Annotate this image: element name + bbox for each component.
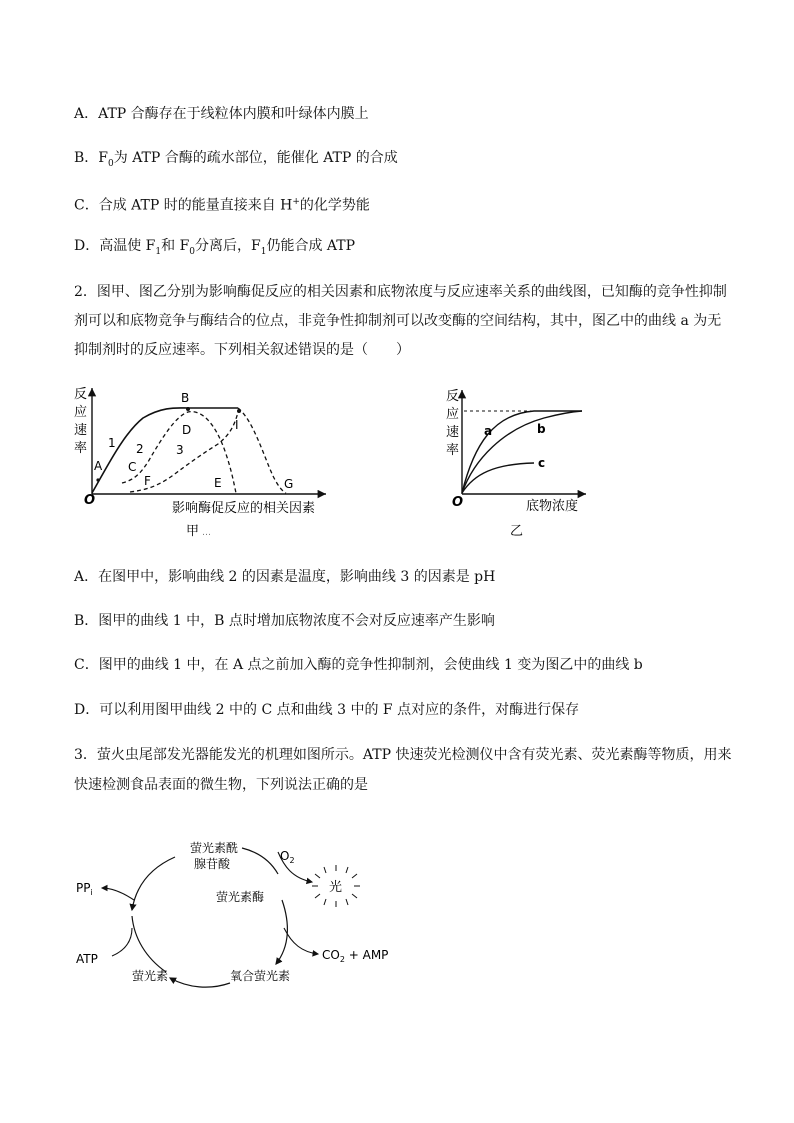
ylabel-char: 率 [446, 443, 460, 458]
ppi-label: $PP_i$ [76, 881, 93, 897]
ylabel-char: 反 [446, 389, 460, 404]
point-label: B [181, 391, 190, 405]
q1-option-b: B．$F_0$为 ATP 合酶的疏水部位，能催化 ATP 的合成 [74, 150, 398, 169]
cycle-arc [242, 848, 278, 874]
x-axis-label: 影响酶促反应的相关因素 [172, 501, 316, 516]
caption-suffix: … [202, 528, 211, 538]
q2-stem-line-2: 剂可以和底物竞争与酶结合的位点，非竞争性抑制剂可以改变酶的空间结构，其中，图乙中的曲线 a 为无 [74, 313, 722, 329]
figure-jia [68, 384, 338, 544]
q3-stem-line-1: 3．萤火虫尾部发光器能发光的机理如图所示。ATP 快速荧光检测仪中含有荧光素、荧光素酶等物质，用来 [74, 747, 732, 763]
ylabel-char: 速 [446, 425, 460, 440]
atp-arrow [112, 928, 132, 956]
co2-amp-label: $CO_2$ + AMP [322, 948, 389, 964]
cycle-arrow [170, 978, 230, 987]
curve-label: 2 [136, 442, 144, 456]
point-label: I [235, 418, 239, 432]
ylabel-char: 应 [446, 407, 460, 422]
figure-caption: 甲 [186, 524, 200, 539]
curve-c [462, 463, 534, 493]
q1-option-c: C．合成 ATP 时的能量直接来自 H+的化学势能 [74, 197, 370, 214]
figure-yi [434, 384, 594, 544]
oxyluciferin-label: 氧合萤光素 [230, 969, 291, 983]
figure-caption: 乙 [510, 524, 524, 539]
point-label: A [94, 459, 103, 473]
ylabel-char: 率 [74, 441, 88, 456]
adenylate-label: 腺苷酸 [194, 857, 231, 871]
x-axis-label: 底物浓度 [526, 499, 579, 514]
origin-label: O [84, 493, 96, 508]
atp-label: ATP [76, 952, 98, 966]
point-label: F [144, 474, 151, 488]
curve-a [462, 411, 582, 493]
q2-option-c: C．图甲的曲线 1 中，在 A 点之前加入酶的竞争性抑制剂，会使曲线 1 变为图乙中的曲线 b [74, 657, 643, 673]
curve-label: a [484, 424, 493, 438]
q1-option-d: D．高温使 $F_1$和 $F_0$分离后，$F_1$仍能合成 ATP [74, 238, 356, 257]
ppi-arrow [102, 888, 134, 900]
q2-stem-line-3: 抑制剂时的反应速率。下列相关叙述错误的是（ ） [74, 342, 410, 358]
point-label: D [182, 423, 192, 437]
ylabel-char: 速 [74, 423, 88, 438]
light-label: 光 [329, 880, 343, 895]
curve-label: 3 [176, 443, 184, 457]
point-a-dot [96, 478, 99, 481]
q2-option-a: A．在图甲中，影响曲线 2 的因素是温度，影响曲线 3 的因素是 pH [74, 569, 496, 585]
q2-option-b: B．图甲的曲线 1 中，B 点时增加底物浓度不会对反应速率产生影响 [74, 613, 495, 629]
adenylate-label: 萤光素酰 [190, 841, 239, 855]
q1-option-a: A．ATP 合酶存在于线粒体内膜和叶绿体内膜上 [74, 106, 369, 122]
q2-stem-line-1: 2．图甲、图乙分别为影响酶促反应的相关因素和底物浓度与反应速率关系的曲线图，已知酶的竞争性抑制 [74, 284, 727, 300]
co2-amp-arrow [284, 928, 318, 954]
luciferin-label: 萤光素 [132, 969, 169, 983]
curve-label: c [538, 456, 546, 470]
luciferase-cycle-diagram [70, 828, 410, 1013]
point-i-dot [237, 409, 241, 413]
cycle-arc [132, 916, 166, 972]
point-label: G [284, 477, 294, 491]
o2-label: $O_2$ [280, 849, 295, 865]
ylabel-char: 反 [74, 387, 88, 402]
curve-b [462, 411, 582, 493]
q3-stem-line-2: 快速检测食品表面的微生物，下列说法正确的是 [74, 777, 368, 793]
q2-option-d: D．可以利用图甲曲线 2 中的 C 点和曲线 3 中的 F 点对应的条件，对酶进行保存 [74, 702, 580, 718]
enzyme-label: 萤光素酶 [216, 890, 265, 904]
point-label: E [214, 476, 222, 490]
curve-label: b [537, 422, 546, 436]
curve-label: 1 [108, 436, 116, 450]
cycle-arrow [132, 857, 175, 910]
origin-label: O [452, 495, 464, 510]
ylabel-char: 应 [74, 405, 88, 420]
curve-1-decline [238, 408, 286, 493]
point-label: C [128, 460, 137, 474]
point-b-dot [186, 407, 190, 411]
